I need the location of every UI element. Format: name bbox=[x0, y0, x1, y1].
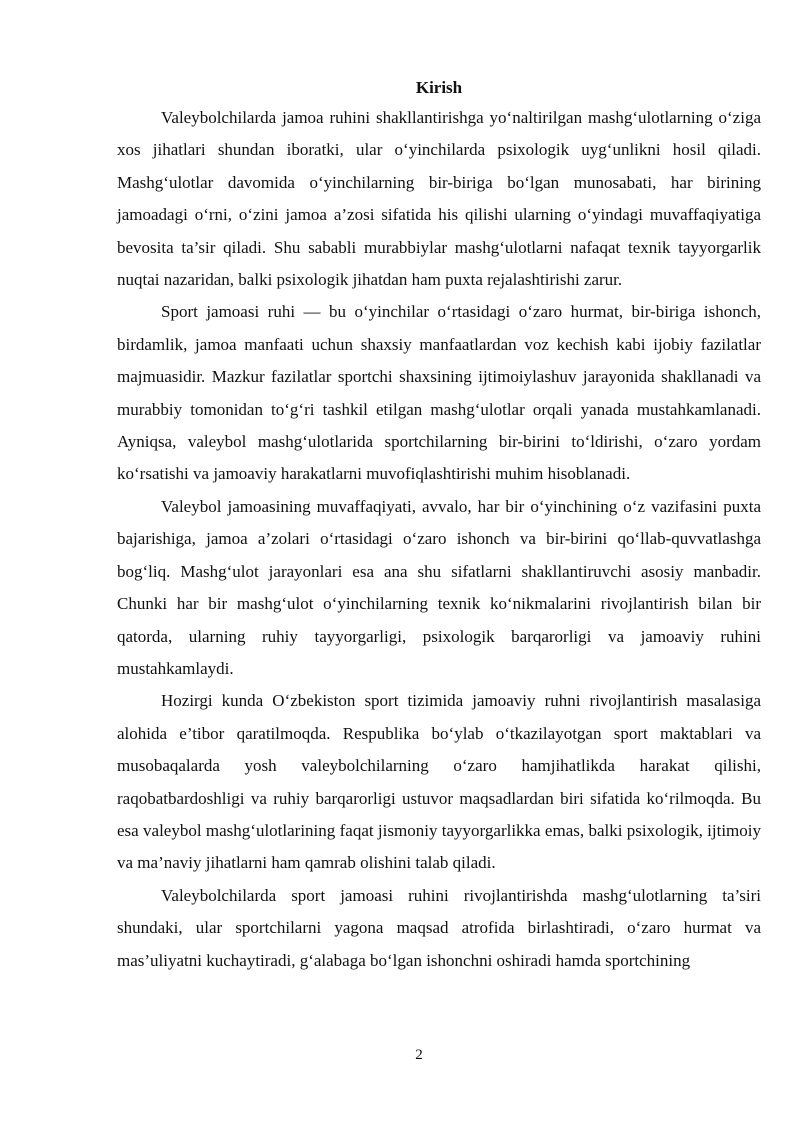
paragraph-5: Valeybolchilarda sport jamoasi ruhini rivojlantirishda mashg‘ulotlarning ta’siri shundaki, ular sportchilarni yagona maqsad atrofida birlashtiradi, o‘zaro hurmat va mas’uliyatni kuchaytiradi, g‘alabaga bo‘lgan ishonchni oshiradi hamda sportchining bbox=[117, 885, 761, 970]
paragraph-4: Hozirgi kunda O‘zbekiston sport tizimida jamoaviy ruhni rivojlantirish masalasiga alohida e’tibor qaratilmoqda. Respublika bo‘ylab o‘tkazilayotgan sport maktablari va musobaqalarda yosh valeybolchilarning o‘zaro hamjihatlikda harakat qilishi, raqobatbardoshligi va ruhiy barqarorligi ustuvor maqsadlardan biri sifatida ko‘rilmoqda. Bu esa valeybol mashg‘ulotlarining faqat jismoniy tayyorgarlikka emas, balki psixologik, ijtimoiy va ma’naviy jihatlarni ham qamrab olishini talab qiladi. bbox=[117, 691, 761, 873]
paragraph-3: Valeybol jamoasining muvaffaqiyati, avvalo, har bir o‘yinchining o‘z vazifasini puxta bajarishiga, jamoa a’zolari o‘rtasidagi o‘zaro ishonch va bir-birini qo‘llab-quvvatlashga bog‘liq. Mashg‘ulot jarayonlari esa ana shu sifatlarni shakllantiruvchi asosiy manbadir. Chunki har bir mashg‘ulot o‘yinchilarning texnik ko‘nikmalarini rivojlantirish bilan bir qatorda, ularning ruhiy tayyorgarligi, psixologik barqarorligi va jamoaviy ruhini mustahkamlaydi. bbox=[117, 496, 761, 678]
section-heading: Kirish bbox=[415, 78, 463, 97]
paragraph-2: Sport jamoasi ruhi — bu o‘yinchilar o‘rtasidagi o‘zaro hurmat, bir-biriga ishonch, birdamlik, jamoa manfaati uchun shaxsiy manfaatlardan voz kechish kabi ijobiy fazilatlar majmuasidir. Mazkur fazilatlar sportchi shaxsining ijtimoiylashuv jarayonida shakllanadi va murabbiy tomonidan to‘g‘ri tashkil etilgan mashg‘ulotlar orqali yanada mustahkamlanadi. Ayniqsa, valeybol mashg‘ulotlarida sportchilarning bir-birini to‘ldirishi, o‘zaro yordam ko‘rsatishi va jamoaviy harakatlarni muvofiqlashtirishi muhim hisoblanadi. bbox=[117, 302, 761, 484]
page-number: 2 bbox=[415, 1047, 423, 1063]
document-page bbox=[117, 76, 761, 977]
paragraph-1: Valeybolchilarda jamoa ruhini shakllantirishga yo‘naltirilgan mashg‘ulotlarning o‘ziga xos jihatlari shundan iboratki, ular o‘yinchilarda psixologik uyg‘unlikni hosil qiladi. Mashg‘ulotlar davomida o‘yinchilarning bir-biriga bo‘lgan munosabati, har birining jamoadagi o‘rni, o‘zini jamoa a’zosi sifatida his qilishi ularning o‘yindagi muvaffaqiyatiga bevosita ta’sir qiladi. Shu sababli murabbiylar mashg‘ulotlarni nafaqat texnik tayyorgarlik nuqtai nazaridan, balki psixologik jihatdan ham puxta rejalashtirishi zarur. bbox=[117, 108, 761, 290]
